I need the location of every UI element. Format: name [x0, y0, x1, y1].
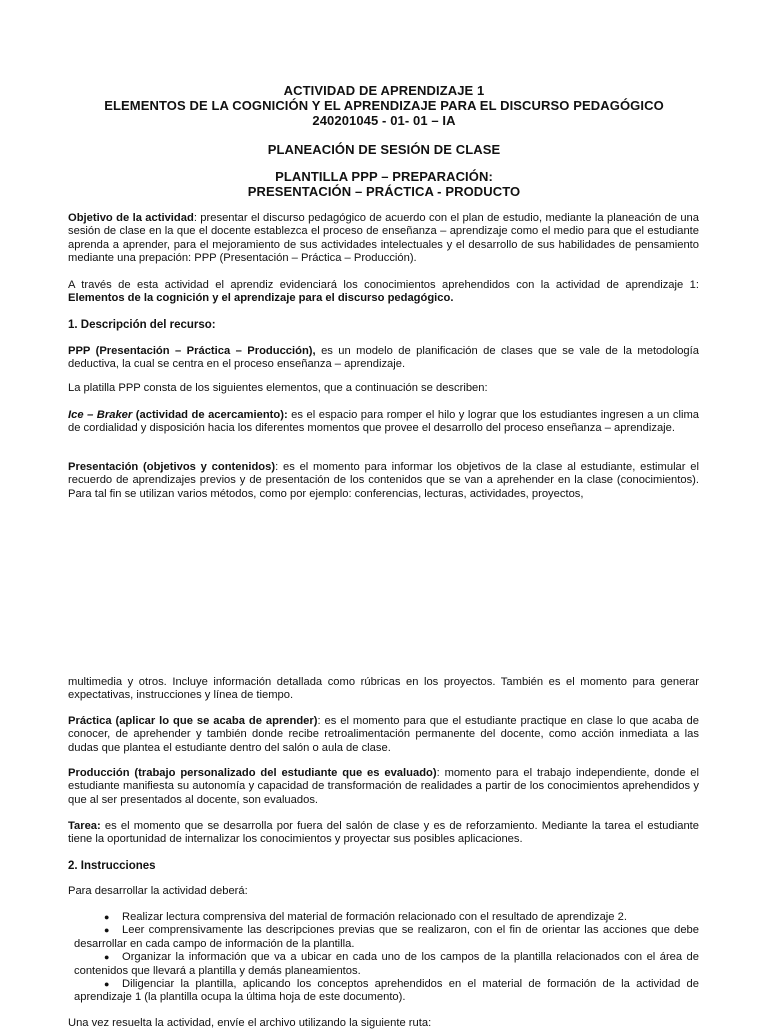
icebreaker-label-italic: Ice – Braker: [68, 409, 133, 421]
evidence-paragraph: [68, 279, 699, 306]
icebreaker-text: es el espacio para romper el hilo y lograr que los estudiantes ingresen a un clima de cordialidad y disposición hacia los diferentes momentos que provee el desarrollo del proceso enseñanza – aprendizaje.: [68, 409, 699, 435]
objective-text: : presentar el discurso pedagógico de acuerdo con el plan de estudio, mediante la planeación de una sesión de clase en la que el docente establezca el proceso de enseñanza – aprendizaje como el medio para que el estudiante aprenda a aprender, para el mejoramiento de sus actividades intelectuales y el desarrollo de sus habilidades de pensamiento mediante una prepación: PPP (Presentación – Práctica – Producción).: [68, 212, 699, 265]
bullet-icon: ●: [104, 925, 110, 936]
production-paragraph: [68, 767, 699, 807]
evidence-text: A través de esta actividad el aprendiz evidenciará los conocimientos aprehendidos con la actividad de aprendizaje 1:: [68, 279, 699, 291]
homework-paragraph: [68, 820, 699, 847]
instructions-list: [74, 911, 699, 1005]
list-item: ● Organizar la información que va a ubicar en cada uno de los campos de la plantilla relacionados con el área de contenidos que llevará a plantilla y demás planeamientos.: [74, 951, 699, 977]
presentation-continuation: multimedia y otros. Incluye información detallada como rúbricas en los proyectos. También es el momento para generar expectativas, instrucciones y línea de tiempo.: [68, 676, 699, 702]
evidence-bold: Elementos de la cognición y el aprendizaje para el discurso pedagógico.: [68, 292, 454, 305]
presentation-paragraph: [68, 461, 699, 501]
production-label: Producción (trabajo personalizado del estudiante que es evaluado): [68, 767, 437, 779]
list-item: ● Realizar lectura comprensiva del material de formación relacionado con el resultado de aprendizaje 2.: [104, 911, 627, 923]
activity-code: 240201045 - 01- 01 – IA: [312, 113, 456, 128]
practice-paragraph: [68, 715, 699, 755]
homework-text: es el momento que se desarrolla por fuera del salón de clase y es de reforzamiento. Mediante la tarea el estudiante tiene la oportunidad de internalizar los conocimientos y proyectar sus posibles aplicaciones.: [68, 820, 699, 846]
presentation-text: : es el momento para informar los objetivos de la clase al estudiante, estimular el recuerdo de aprendizajes previos y de presentación de los contenidos que se van a aprehender en la clase (conocimientos). Para tal fin se utilizan varios métodos, como por ejemplo: conferencias, lecturas, actividades, proyectos,: [68, 461, 699, 500]
bullet-icon: ●: [104, 952, 110, 963]
presentation-label: Presentación (objetivos y contenidos): [68, 461, 276, 473]
bullet-icon: ●: [104, 912, 110, 922]
template-title-line2: PRESENTACIÓN – PRÁCTICA - PRODUCTO: [247, 184, 521, 199]
practice-text: : es el momento para que el estudiante practique en clase lo que acaba de conocer, de aprehender y también donde recibe retroalimentación permanente del docente, como acción inmediata a las dudas que plantea el estudiante dentro del salón o aula de clase.: [68, 715, 699, 754]
template-title-line1: PLANTILLA PPP – PREPARACIÓN:: [275, 169, 493, 184]
template-title: [0, 169, 768, 199]
document-header: [0, 83, 768, 128]
list-item: ● Diligenciar la plantilla, aplicando los conceptos aprehendidos en el material de formación de la actividad de aprendizaje 1 (la plantilla ocupa la última hoja de este documento).: [74, 978, 699, 1004]
activity-subject: ELEMENTOS DE LA COGNICIÓN Y EL APRENDIZAJE PARA EL DISCURSO PEDAGÓGICO: [104, 98, 664, 113]
list-item: ● Leer comprensivamente las descripciones previas que se realizaron, con el fin de orientar las acciones que debe desarrollar en cada campo de información de la plantilla.: [74, 924, 699, 950]
practice-label: Práctica (aplicar lo que se acaba de aprender): [68, 715, 318, 727]
bullet-icon: ●: [104, 979, 110, 990]
ppp-paragraph: [68, 345, 699, 372]
homework-label: Tarea:: [68, 820, 101, 832]
section-2-title: 2. Instrucciones: [68, 860, 156, 872]
template-intro: La platilla PPP consta de los siguientes elementos, que a continuación se describen:: [68, 382, 488, 394]
instructions-closing: Una vez resuelta la actividad, envíe el archivo utilizando la siguiente ruta:: [68, 1017, 432, 1029]
instructions-intro: Para desarrollar la actividad deberá:: [68, 885, 248, 897]
objective-paragraph: [68, 212, 699, 266]
session-subtitle: PLANEACIÓN DE SESIÓN DE CLASE: [267, 142, 501, 157]
activity-title: ACTIVIDAD DE APRENDIZAJE 1: [283, 83, 485, 98]
icebreaker-label: (actividad de acercamiento):: [132, 409, 288, 421]
icebreaker-paragraph: [68, 409, 699, 436]
ppp-text: es un modelo de planificación de clases que se vale de la metodología deductiva, la cual se centra en el proceso enseñanza – aprendizaje.: [68, 345, 699, 371]
section-1-title: 1. Descripción del recurso:: [68, 319, 216, 331]
production-text: : momento para el trabajo independiente, donde el estudiante manifiesta su autonomía y capacidad de transformación de realidades a partir de los conocimientos aprehendidos y que al ser presentados al docente, son evaluados.: [68, 767, 699, 806]
ppp-label: PPP (Presentación – Práctica – Producción),: [68, 345, 316, 357]
objective-label: Objetivo de la actividad: [68, 212, 194, 224]
